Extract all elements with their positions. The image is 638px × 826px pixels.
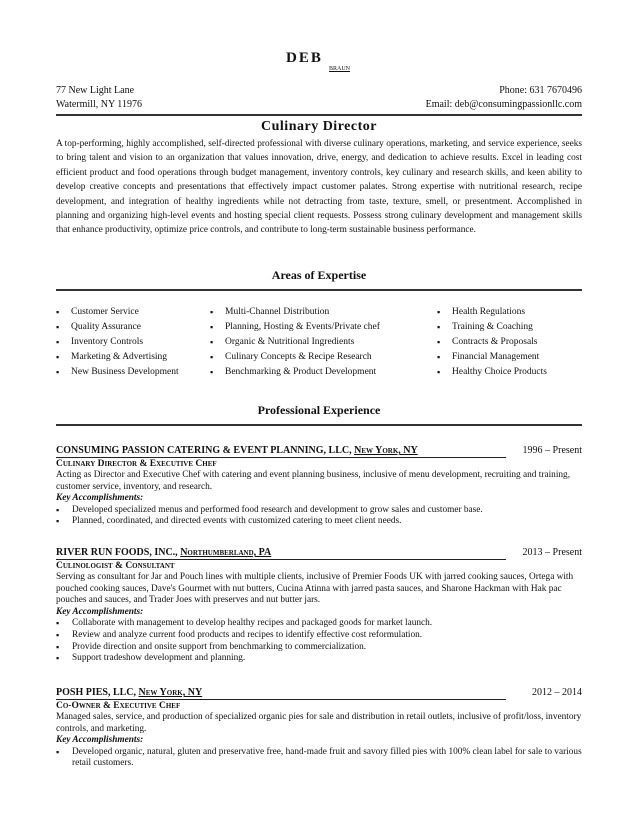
experience-divider bbox=[56, 424, 582, 426]
expertise-item: ▪ Training & Coaching bbox=[437, 320, 547, 335]
accomplishment-item: ▪ Developed specialized menus and performed food research and development to grow sales and customer base. bbox=[56, 505, 582, 517]
expertise-heading: Areas of Expertise bbox=[271, 268, 367, 282]
job-dates: 2012 – 2014 bbox=[532, 687, 582, 698]
page-title: Culinary Director bbox=[261, 119, 377, 134]
expertise-item: ▪ Customer Service bbox=[56, 305, 179, 320]
job-entry bbox=[56, 686, 582, 770]
job-description: Managed sales, service, and production of specialized organic pies for sale and distribution in retail outlets, inclusive of profit/loss, inventory controls, and marketing. bbox=[56, 712, 582, 734]
candidate-surname: BRAUN bbox=[329, 66, 351, 72]
address-line-2: Watermill, NY 11976 bbox=[56, 99, 142, 110]
job-entry bbox=[56, 444, 582, 528]
experience-heading: Professional Experience bbox=[257, 403, 381, 417]
job-header bbox=[56, 546, 506, 560]
job-description: Serving as consultant for Jar and Pouch lines with multiple clients, inclusive of Premier Foods UK with jarred cooking sauces, Ortega with pouched cooking sauces, Dave's Gourmet with nut butters, Cucina Atinna with jarred pasta sauces, and Sharone Hackman with Hak pac pouches and sauces, and Trader Joes with preserves and nut butter jars. bbox=[56, 572, 574, 605]
company-name: CONSUMING PASSION CATERING & EVENT PLANNING, LLC, bbox=[56, 445, 352, 456]
address-line-1: 77 New Light Lane bbox=[56, 85, 135, 96]
expertise-item: ▪ Inventory Controls bbox=[56, 335, 179, 350]
job-dates: 2013 – Present bbox=[522, 547, 582, 558]
company-name: RIVER RUN FOODS, INC., bbox=[56, 547, 178, 558]
job-header bbox=[56, 444, 506, 458]
job-role: Culinologist & Consultant bbox=[56, 561, 175, 571]
expertise-column-1 bbox=[56, 305, 179, 380]
expertise-item: ▪ New Business Development bbox=[56, 365, 179, 380]
expertise-item: ▪ Health Regulations bbox=[437, 305, 547, 320]
company-location: Northumberland, PA bbox=[180, 547, 272, 558]
candidate-name: DEB bbox=[286, 50, 323, 66]
expertise-item: ▪ Planning, Hosting & Events/Private chef bbox=[210, 320, 380, 335]
expertise-column-3 bbox=[437, 305, 547, 380]
accomplishment-item: ▪ Review and analyze current food products and recipes to identify effective cost reformulation. bbox=[56, 630, 582, 642]
expertise-divider bbox=[56, 289, 582, 291]
expertise-item: ▪ Marketing & Advertising bbox=[56, 350, 179, 365]
job-dates: 1996 – Present bbox=[522, 445, 582, 456]
expertise-item: ▪ Financial Management bbox=[437, 350, 547, 365]
expertise-item: ▪ Healthy Choice Products bbox=[437, 365, 547, 380]
expertise-item: ▪ Contracts & Proposals bbox=[437, 335, 547, 350]
accomplishment-item: ▪ Support tradeshow development and planning. bbox=[56, 653, 582, 665]
job-description: Acting as Director and Executive Chef with catering and event planning business, inclusive of menu development, recruiting and training, customer service, inventory, and research. bbox=[56, 470, 571, 492]
company-location: New York, NY bbox=[354, 445, 418, 456]
key-accomplishments-label: Key Accomplishments: bbox=[56, 493, 144, 503]
expertise-item: ▪ Organic & Nutritional Ingredients bbox=[210, 335, 380, 350]
accomplishments-list bbox=[56, 505, 582, 529]
expertise-column-2 bbox=[210, 305, 380, 380]
expertise-item: ▪ Benchmarking & Product Development bbox=[210, 365, 380, 380]
job-header bbox=[56, 686, 506, 700]
expertise-item: ▪ Culinary Concepts & Recipe Research bbox=[210, 350, 380, 365]
key-accomplishments-label: Key Accomplishments: bbox=[56, 735, 144, 745]
job-role: Culinary Director & Executive Chef bbox=[56, 459, 217, 469]
expertise-item: ▪ Multi-Channel Distribution bbox=[210, 305, 380, 320]
email: Email: deb@consumingpassionllc.com bbox=[425, 99, 582, 110]
summary-paragraph: A top-performing, highly accomplished, self-directed professional with diverse culinary operations, marketing, and service experience, seeks to bring talent and vision to an organization that values innovation, drive, energy, and dedication to achieve results. Excel in leading cost efficient product and food operations through budget management, inventory controls, key culinary and research skills, and keen ability to develop creative concepts and presentations that effectively impact customer palates. Strong expertise with nutritional research, recipe development, and integration of healthy ingredients while not detracting from taste, texture, smell, or presentment. Accomplished in planning and organizing high-level events and hosting special client requests. Possess strong culinary development and management skills that enhance productivity, optimize price controls, and contribute to long-term sustainable business performance. bbox=[56, 139, 582, 236]
accomplishments-list bbox=[56, 747, 582, 771]
accomplishments-list bbox=[56, 618, 582, 665]
company-location: New York, NY bbox=[138, 687, 203, 698]
accomplishment-item: ▪ Collaborate with management to develop healthy recipes and packaged goods for market launch. bbox=[56, 618, 582, 630]
expertise-item: ▪ Quality Assurance bbox=[56, 320, 179, 335]
accomplishment-item: ▪ Planned, coordinated, and directed events with customized catering to meet client needs. bbox=[56, 516, 582, 528]
accomplishment-item: ▪ Provide direction and onsite support from benchmarking to commercialization. bbox=[56, 642, 582, 654]
job-role: Co-Owner & Executive Chef bbox=[56, 701, 181, 711]
header-divider bbox=[56, 114, 582, 116]
key-accomplishments-label: Key Accomplishments: bbox=[56, 606, 144, 617]
phone: Phone: 631 7670496 bbox=[499, 85, 582, 96]
accomplishment-item: ▪ Developed organic, natural, gluten and preservative free, hand-made fruit and savory filled pies with 100% clean label for sale to various retail customers. bbox=[56, 747, 582, 771]
company-name: POSH PIES, LLC, bbox=[56, 687, 137, 698]
job-entry bbox=[56, 546, 582, 665]
